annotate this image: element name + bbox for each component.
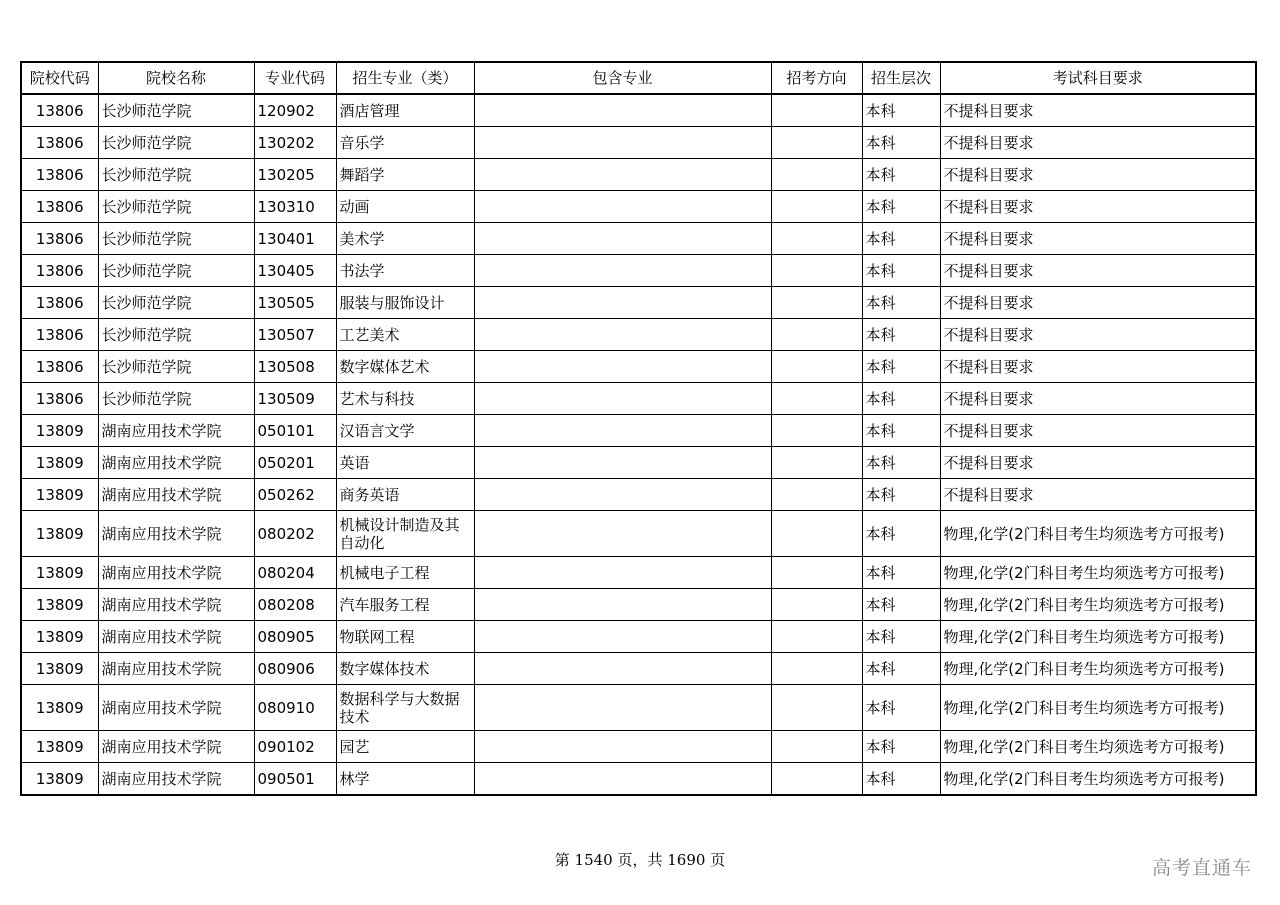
cell-major: 数字媒体技术: [336, 653, 474, 685]
cell-school-code: 13809: [21, 763, 98, 796]
cell-major-code: 130205: [254, 159, 336, 191]
cell-school-code: 13809: [21, 685, 98, 731]
cell-school-name: 长沙师范学院: [98, 351, 254, 383]
cell-major: 机械设计制造及其自动化: [336, 511, 474, 557]
cell-major-code: 130508: [254, 351, 336, 383]
header-school-name: 院校名称: [98, 62, 254, 94]
cell-included-majors: [474, 255, 771, 287]
table-row: [21, 589, 1256, 621]
cell-direction: [771, 415, 862, 447]
admission-table: [20, 61, 1257, 796]
header-level: 招生层次: [862, 62, 940, 94]
cell-included-majors: [474, 287, 771, 319]
cell-school-name: 湖南应用技术学院: [98, 557, 254, 589]
cell-direction: [771, 763, 862, 796]
cell-school-code: 13809: [21, 731, 98, 763]
cell-school-code: 13806: [21, 223, 98, 255]
cell-school-code: 13809: [21, 479, 98, 511]
cell-major-code: 050101: [254, 415, 336, 447]
cell-major-code: 130310: [254, 191, 336, 223]
header-included-majors: 包含专业: [474, 62, 771, 94]
cell-subject-requirement: 物理,化学(2门科目考生均须选考方可报考): [940, 511, 1256, 557]
cell-major: 汉语言文学: [336, 415, 474, 447]
cell-major: 书法学: [336, 255, 474, 287]
cell-level: 本科: [862, 383, 940, 415]
cell-direction: [771, 159, 862, 191]
cell-level: 本科: [862, 479, 940, 511]
cell-level: 本科: [862, 287, 940, 319]
cell-subject-requirement: 物理,化学(2门科目考生均须选考方可报考): [940, 685, 1256, 731]
cell-level: 本科: [862, 351, 940, 383]
cell-major-code: 050201: [254, 447, 336, 479]
cell-direction: [771, 479, 862, 511]
cell-level: 本科: [862, 255, 940, 287]
cell-school-name: 湖南应用技术学院: [98, 511, 254, 557]
table-header-row: [21, 62, 1256, 94]
cell-school-name: 湖南应用技术学院: [98, 731, 254, 763]
cell-school-name: 湖南应用技术学院: [98, 685, 254, 731]
cell-school-code: 13806: [21, 351, 98, 383]
cell-subject-requirement: 不提科目要求: [940, 255, 1256, 287]
cell-major: 音乐学: [336, 127, 474, 159]
cell-subject-requirement: 不提科目要求: [940, 415, 1256, 447]
cell-school-name: 长沙师范学院: [98, 319, 254, 351]
cell-included-majors: [474, 511, 771, 557]
cell-level: 本科: [862, 511, 940, 557]
cell-major: 动画: [336, 191, 474, 223]
cell-included-majors: [474, 479, 771, 511]
table-row: [21, 94, 1256, 127]
cell-direction: [771, 621, 862, 653]
cell-school-code: 13806: [21, 127, 98, 159]
cell-major: 园艺: [336, 731, 474, 763]
cell-school-name: 湖南应用技术学院: [98, 479, 254, 511]
cell-direction: [771, 557, 862, 589]
cell-school-name: 湖南应用技术学院: [98, 653, 254, 685]
cell-school-code: 13809: [21, 653, 98, 685]
table-row: [21, 351, 1256, 383]
cell-major-code: 050262: [254, 479, 336, 511]
cell-school-code: 13809: [21, 589, 98, 621]
cell-direction: [771, 685, 862, 731]
header-major: 招生专业（类）: [336, 62, 474, 94]
table-row: [21, 255, 1256, 287]
header-school-code: 院校代码: [21, 62, 98, 94]
cell-major-code: 090501: [254, 763, 336, 796]
cell-major-code: 080204: [254, 557, 336, 589]
cell-school-code: 13809: [21, 415, 98, 447]
cell-school-code: 13806: [21, 383, 98, 415]
table-row: [21, 287, 1256, 319]
cell-school-code: 13806: [21, 94, 98, 127]
table-row: [21, 557, 1256, 589]
cell-included-majors: [474, 589, 771, 621]
cell-included-majors: [474, 415, 771, 447]
cell-subject-requirement: 不提科目要求: [940, 351, 1256, 383]
cell-school-name: 长沙师范学院: [98, 287, 254, 319]
table-row: [21, 511, 1256, 557]
cell-direction: [771, 383, 862, 415]
table-row: [21, 685, 1256, 731]
cell-school-code: 13809: [21, 621, 98, 653]
cell-major-code: 130202: [254, 127, 336, 159]
cell-subject-requirement: 不提科目要求: [940, 94, 1256, 127]
cell-subject-requirement: 不提科目要求: [940, 447, 1256, 479]
table-row: [21, 223, 1256, 255]
cell-level: 本科: [862, 557, 940, 589]
cell-major-code: 080208: [254, 589, 336, 621]
cell-direction: [771, 447, 862, 479]
cell-school-name: 长沙师范学院: [98, 191, 254, 223]
cell-direction: [771, 589, 862, 621]
cell-subject-requirement: 物理,化学(2门科目考生均须选考方可报考): [940, 557, 1256, 589]
cell-direction: [771, 511, 862, 557]
cell-major: 服装与服饰设计: [336, 287, 474, 319]
cell-major: 汽车服务工程: [336, 589, 474, 621]
cell-level: 本科: [862, 159, 940, 191]
cell-major-code: 130509: [254, 383, 336, 415]
cell-school-name: 湖南应用技术学院: [98, 763, 254, 796]
cell-major: 艺术与科技: [336, 383, 474, 415]
cell-major: 商务英语: [336, 479, 474, 511]
cell-direction: [771, 287, 862, 319]
cell-included-majors: [474, 621, 771, 653]
table-row: [21, 319, 1256, 351]
cell-included-majors: [474, 731, 771, 763]
cell-level: 本科: [862, 319, 940, 351]
cell-school-name: 长沙师范学院: [98, 159, 254, 191]
cell-included-majors: [474, 557, 771, 589]
header-subject-requirement: 考试科目要求: [940, 62, 1256, 94]
cell-subject-requirement: 不提科目要求: [940, 287, 1256, 319]
cell-school-code: 13806: [21, 319, 98, 351]
table-row: [21, 415, 1256, 447]
cell-direction: [771, 351, 862, 383]
cell-subject-requirement: 不提科目要求: [940, 479, 1256, 511]
cell-school-code: 13806: [21, 159, 98, 191]
cell-subject-requirement: 不提科目要求: [940, 159, 1256, 191]
cell-direction: [771, 223, 862, 255]
watermark: 高考直通车: [1151, 857, 1252, 879]
cell-major: 机械电子工程: [336, 557, 474, 589]
table-row: [21, 447, 1256, 479]
cell-major-code: 130401: [254, 223, 336, 255]
cell-major-code: 080905: [254, 621, 336, 653]
cell-included-majors: [474, 191, 771, 223]
cell-major-code: 130505: [254, 287, 336, 319]
cell-level: 本科: [862, 653, 940, 685]
cell-level: 本科: [862, 763, 940, 796]
cell-level: 本科: [862, 127, 940, 159]
cell-major-code: 090102: [254, 731, 336, 763]
table-row: [21, 159, 1256, 191]
cell-direction: [771, 127, 862, 159]
cell-subject-requirement: 物理,化学(2门科目考生均须选考方可报考): [940, 731, 1256, 763]
table-row: [21, 479, 1256, 511]
cell-subject-requirement: 物理,化学(2门科目考生均须选考方可报考): [940, 763, 1256, 796]
cell-level: 本科: [862, 191, 940, 223]
table-row: [21, 763, 1256, 796]
cell-direction: [771, 731, 862, 763]
cell-school-code: 13809: [21, 557, 98, 589]
cell-school-name: 长沙师范学院: [98, 223, 254, 255]
cell-subject-requirement: 不提科目要求: [940, 191, 1256, 223]
cell-level: 本科: [862, 447, 940, 479]
table-row: [21, 127, 1256, 159]
cell-level: 本科: [862, 415, 940, 447]
cell-major-code: 120902: [254, 94, 336, 127]
cell-level: 本科: [862, 94, 940, 127]
cell-subject-requirement: 物理,化学(2门科目考生均须选考方可报考): [940, 621, 1256, 653]
cell-major: 物联网工程: [336, 621, 474, 653]
cell-included-majors: [474, 94, 771, 127]
cell-major: 舞蹈学: [336, 159, 474, 191]
cell-direction: [771, 653, 862, 685]
cell-major-code: 080910: [254, 685, 336, 731]
cell-included-majors: [474, 763, 771, 796]
cell-major: 美术学: [336, 223, 474, 255]
cell-major: 数据科学与大数据技术: [336, 685, 474, 731]
cell-school-name: 长沙师范学院: [98, 255, 254, 287]
table-body: [21, 94, 1256, 795]
cell-included-majors: [474, 653, 771, 685]
cell-subject-requirement: 物理,化学(2门科目考生均须选考方可报考): [940, 589, 1256, 621]
table-row: [21, 383, 1256, 415]
cell-included-majors: [474, 223, 771, 255]
cell-included-majors: [474, 383, 771, 415]
cell-level: 本科: [862, 731, 940, 763]
cell-school-code: 13806: [21, 287, 98, 319]
cell-included-majors: [474, 127, 771, 159]
cell-major-code: 080906: [254, 653, 336, 685]
cell-direction: [771, 94, 862, 127]
cell-school-name: 长沙师范学院: [98, 383, 254, 415]
cell-included-majors: [474, 351, 771, 383]
cell-major-code: 130507: [254, 319, 336, 351]
cell-school-name: 湖南应用技术学院: [98, 447, 254, 479]
cell-school-name: 长沙师范学院: [98, 127, 254, 159]
cell-major: 英语: [336, 447, 474, 479]
cell-subject-requirement: 不提科目要求: [940, 223, 1256, 255]
cell-subject-requirement: 不提科目要求: [940, 127, 1256, 159]
cell-direction: [771, 255, 862, 287]
table-row: [21, 653, 1256, 685]
cell-school-code: 13806: [21, 191, 98, 223]
cell-major: 工艺美术: [336, 319, 474, 351]
cell-level: 本科: [862, 685, 940, 731]
cell-level: 本科: [862, 589, 940, 621]
cell-included-majors: [474, 159, 771, 191]
cell-major: 数字媒体艺术: [336, 351, 474, 383]
cell-major: 林学: [336, 763, 474, 796]
cell-direction: [771, 319, 862, 351]
cell-school-name: 湖南应用技术学院: [98, 589, 254, 621]
page-number: 第 1540 页，共 1690 页: [554, 851, 726, 869]
cell-included-majors: [474, 447, 771, 479]
cell-major: 酒店管理: [336, 94, 474, 127]
table-row: [21, 191, 1256, 223]
cell-subject-requirement: 不提科目要求: [940, 383, 1256, 415]
cell-subject-requirement: 物理,化学(2门科目考生均须选考方可报考): [940, 653, 1256, 685]
table-row: [21, 731, 1256, 763]
cell-school-name: 长沙师范学院: [98, 94, 254, 127]
header-direction: 招考方向: [771, 62, 862, 94]
cell-major-code: 130405: [254, 255, 336, 287]
cell-school-code: 13809: [21, 447, 98, 479]
cell-major-code: 080202: [254, 511, 336, 557]
cell-level: 本科: [862, 223, 940, 255]
cell-school-code: 13806: [21, 255, 98, 287]
table-row: [21, 621, 1256, 653]
cell-direction: [771, 191, 862, 223]
header-major-code: 专业代码: [254, 62, 336, 94]
cell-level: 本科: [862, 621, 940, 653]
cell-included-majors: [474, 685, 771, 731]
cell-school-name: 湖南应用技术学院: [98, 415, 254, 447]
cell-included-majors: [474, 319, 771, 351]
cell-school-code: 13809: [21, 511, 98, 557]
cell-subject-requirement: 不提科目要求: [940, 319, 1256, 351]
cell-school-name: 湖南应用技术学院: [98, 621, 254, 653]
